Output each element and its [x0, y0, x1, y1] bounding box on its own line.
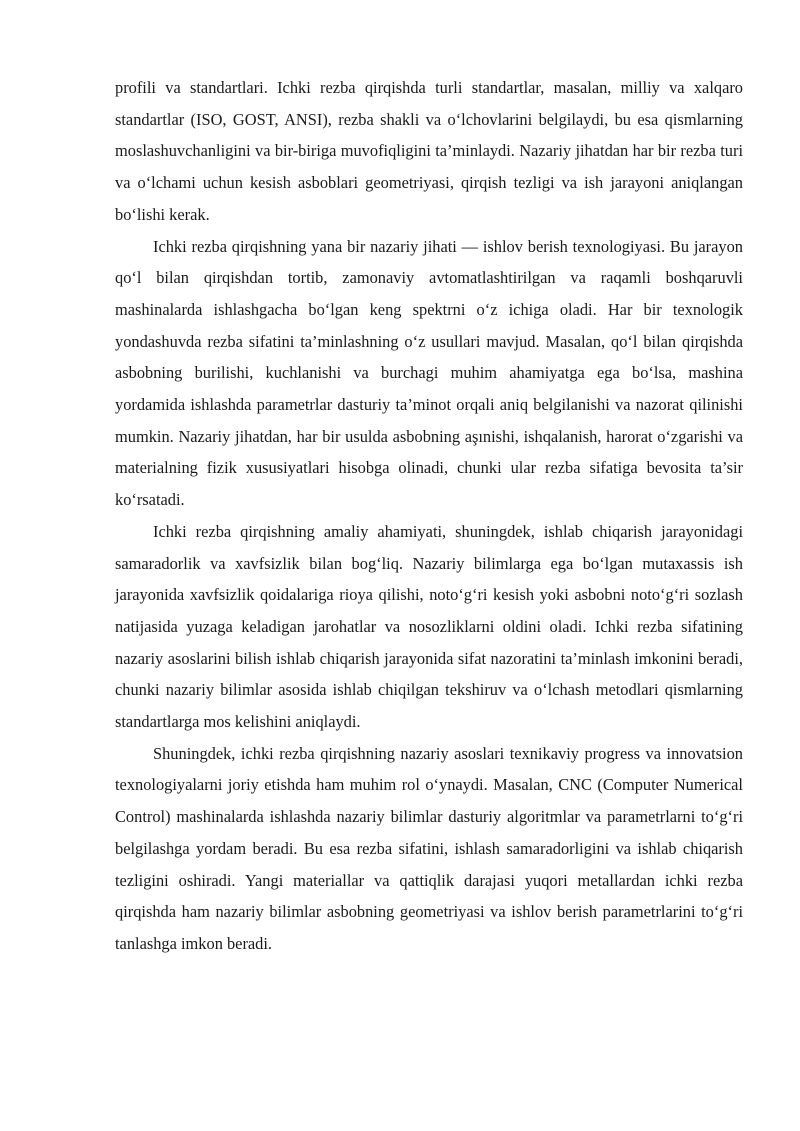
paragraph-technology: Ichki rezba qirqishning yana bir nazariy jihati — ishlov berish texnologiyasi. Bu jarayon qo‘l bilan qirqishdan tortib, zamonaviy avtomatlashtirilgan va raqamli boshqaruvli mashinalarda ishlashgacha bo‘lgan keng spektrni o‘z ichiga oladi. Har bir texnologik yondashuvda rezba sifatini ta’minlashning o‘z usullari mavjud. Masalan, qo‘l bilan qirqishda asbobning burilishi, kuchlanishi va burchagi muhim ahamiyatga ega bo‘lsa, mashina yordamida ishlashda parametrlar dasturiy ta’minot orqali aniq belgilanishi va nazorat qilinishi mumkin. Nazariy jihatdan, har bir usulda asbobning aşınishi, ishqalanish, harorat o‘zgarishi va materialning fizik xususiyatlari hisobga olinadi, chunki ular rezba sifatiga bevosita ta’sir ko‘rsatadi. [115, 236, 743, 510]
paragraph-practical-importance: Ichki rezba qirqishning amaliy ahamiyati, shuningdek, ishlab chiqarish jarayonidagi samaradorlik va xavfsizlik bilan bog‘liq. Nazariy bilimlarga ega bo‘lgan mutaxassis ish jarayonida xavfsizlik qoidalariga rioya qilishi, noto‘g‘ri kesish yoki asbobni noto‘g‘ri sozlash natijasida yuzaga keladigan jarohatlar va nosozliklarni oldini oladi. Ichki rezba sifatining nazariy asoslarini bilish ishlab chiqarish jarayonida sifat nazoratini ta’minlash imkonini beradi, chunki nazariy bilimlar asosida ishlab chiqilgan tekshiruv va o‘lchash metodlari qismlarning standartlarga mos kelishini aniqlaydi. [115, 521, 743, 732]
paragraph-innovation: Shuningdek, ichki rezba qirqishning nazariy asoslari texnikaviy progress va innovatsion texnologiyalarni joriy etishda ham muhim rol o‘ynaydi. Masalan, CNC (Computer Numerical Control) mashinalarda ishlashda nazariy bilimlar dasturiy algoritmlar va parametrlarni to‘g‘ri belgilashga yordam beradi. Bu esa rezba sifatini, ishlash samaradorligini va ishlab chiqarish tezligini oshiradi. Yangi materiallar va qattiqlik darajasi yuqori metallardan ichki rezba qirqishda ham nazariy bilimlar asbobning geometriyasi va ishlov berish parametrlarini to‘g‘ri tanlashga imkon beradi. [115, 743, 743, 953]
paragraph-standards-continuation: profili va standartlari. Ichki rezba qirqishda turli standartlar, masalan, milliy va xalqaro standartlar (ISO, GOST, ANSI), rezba shakli va o‘lchovlarini belgilaydi, bu esa qismlarning moslashuvchanligini va bir-biriga muvofiqligini ta’minlaydi. Nazariy jihatdan har bir rezba turi va o‘lchami uchun kesish asboblari geometriyasi, qirqish tezligi va ish jarayoni aniqlangan bo‘lishi kerak. [115, 78, 743, 224]
document-page [115, 72, 743, 960]
